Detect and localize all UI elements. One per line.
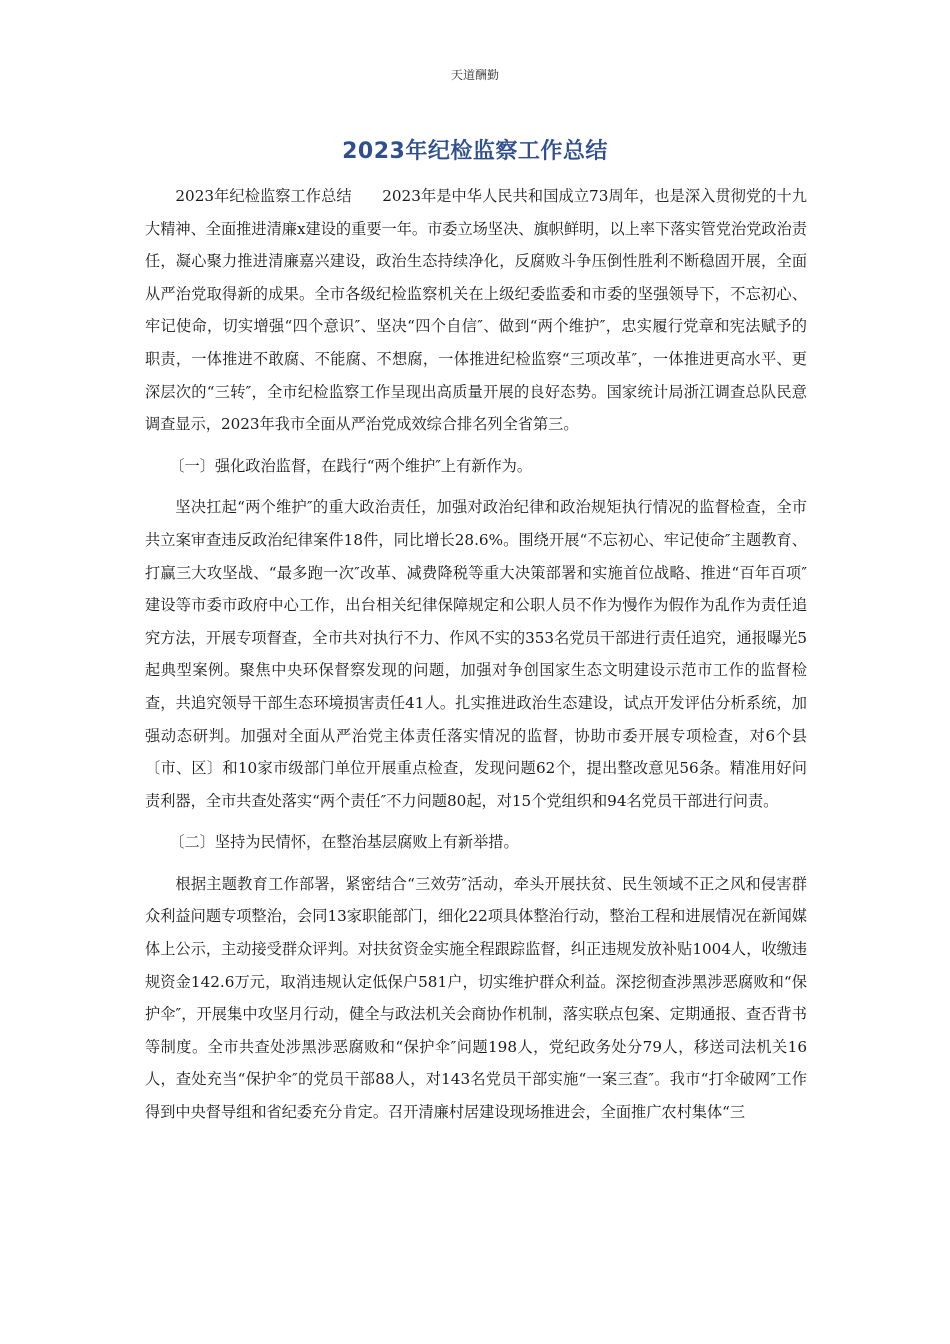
section-2-paragraph: 根据主题教育工作部署，紧密结合“三效劳″活动，牵头开展扶贫、民生领域不正之风和侵害群众利益问题专项整治，会同13家职能部门，细化22项具体整治行动，整治工程和进展情况在新闻媒体上公示，主动接受群众评判。对扶贫资金实施全程跟踪监督，纠正违规发放补贴1004人，收缴违规资金142.6万元，取消违规认定低保户581户，切实维护群众利益。深挖彻查涉黑涉恶腐败和“保护伞″，开展集中攻坚月行动，健全与政法机关会商协作机制，落实联点包案、定期通报、查否背书等制度。全市共查处涉黑涉恶腐败和“保护伞″问题198人，党纪政务处分79人，移送司法机关16人，查处充当“保护伞″的党员干部88人，对143名党员干部实施“一案三查″。我市“打伞破网″工作得到中央督导组和省纪委充分肯定。召开清廉村居建设现场推进会，全面推广农村集体“三 <box>145 874 807 1122</box>
document-body <box>145 180 807 1129</box>
intro-paragraph: 2023年纪检监察工作总结 2023年是中华人民共和国成立73周年，也是深入贯彻党的十九大精神、全面推进清廉x建设的重要一年。市委立场坚决、旗帜鲜明，以上率下落实管党治党政治责任，凝心聚力推进清廉嘉兴建设，政治生态持续净化，反腐败斗争压倒性胜利不断稳固开展，全面从严治党取得新的成果。全市各级纪检监察机关在上级纪委监委和市委的坚强领导下，不忘初心、牢记使命，切实增强“四个意识″、坚决“四个自信″、做到“两个维护″，忠实履行党章和宪法赋予的职责，一体推进不敢腐、不能腐、不想腐，一体推进纪检监察“三项改革″，一体推进更高水平、更深层次的“三转″，全市纪检监察工作呈现出高质量开展的良好态势。国家统计局浙江调查总队民意调查显示，2023年我市全面从严治党成效综合排名列全省第三。 <box>145 187 807 434</box>
page-header: 天道酬勤 <box>450 68 499 82</box>
section-1-paragraph: 坚决扛起“两个维护″的重大政治责任，加强对政治纪律和政治规矩执行情况的监督检查，全市共立案审查违反政治纪律案件18件，同比增长28.6%。围绕开展“不忘初心、牢记使命″主题教育、打赢三大攻坚战、“最多跑一次″改革、减费降税等重大决策部署和实施首位战略、推进“百年百项″建设等市委市政府中心工作，出台相关纪律保障规定和公职人员不作为慢作为假作为乱作为责任追究方法，开展专项督查，全市共对执行不力、作风不实的353名党员干部进行责任追究，通报曝光5起典型案例。聚焦中央环保督察发现的问题，加强对争创国家生态文明建设示范市工作的监督检查，共追究领导干部生态环境损害责任41人。扎实推进政治生态建设，试点开发评估分析系统，加强动态研判。加强对全面从严治党主体责任落实情况的监督，协助市委开展专项检查，对6个县〔市、区〕和10家市级部门单位开展重点检查，发现问题62个，提出整改意见56条。精准用好问责利器，全市共查处落实“两个责任″不力问题80起，对15个党组织和94名党员干部进行问责。 <box>145 498 807 810</box>
document-title: 2023年纪检监察工作总结 <box>342 139 608 164</box>
section-heading-2: 〔二〕坚持为民情怀，在整治基层腐败上有新举措。 <box>169 833 519 852</box>
section-heading-1: 〔一〕强化政治监督，在践行“两个维护″上有新作为。 <box>169 456 533 475</box>
